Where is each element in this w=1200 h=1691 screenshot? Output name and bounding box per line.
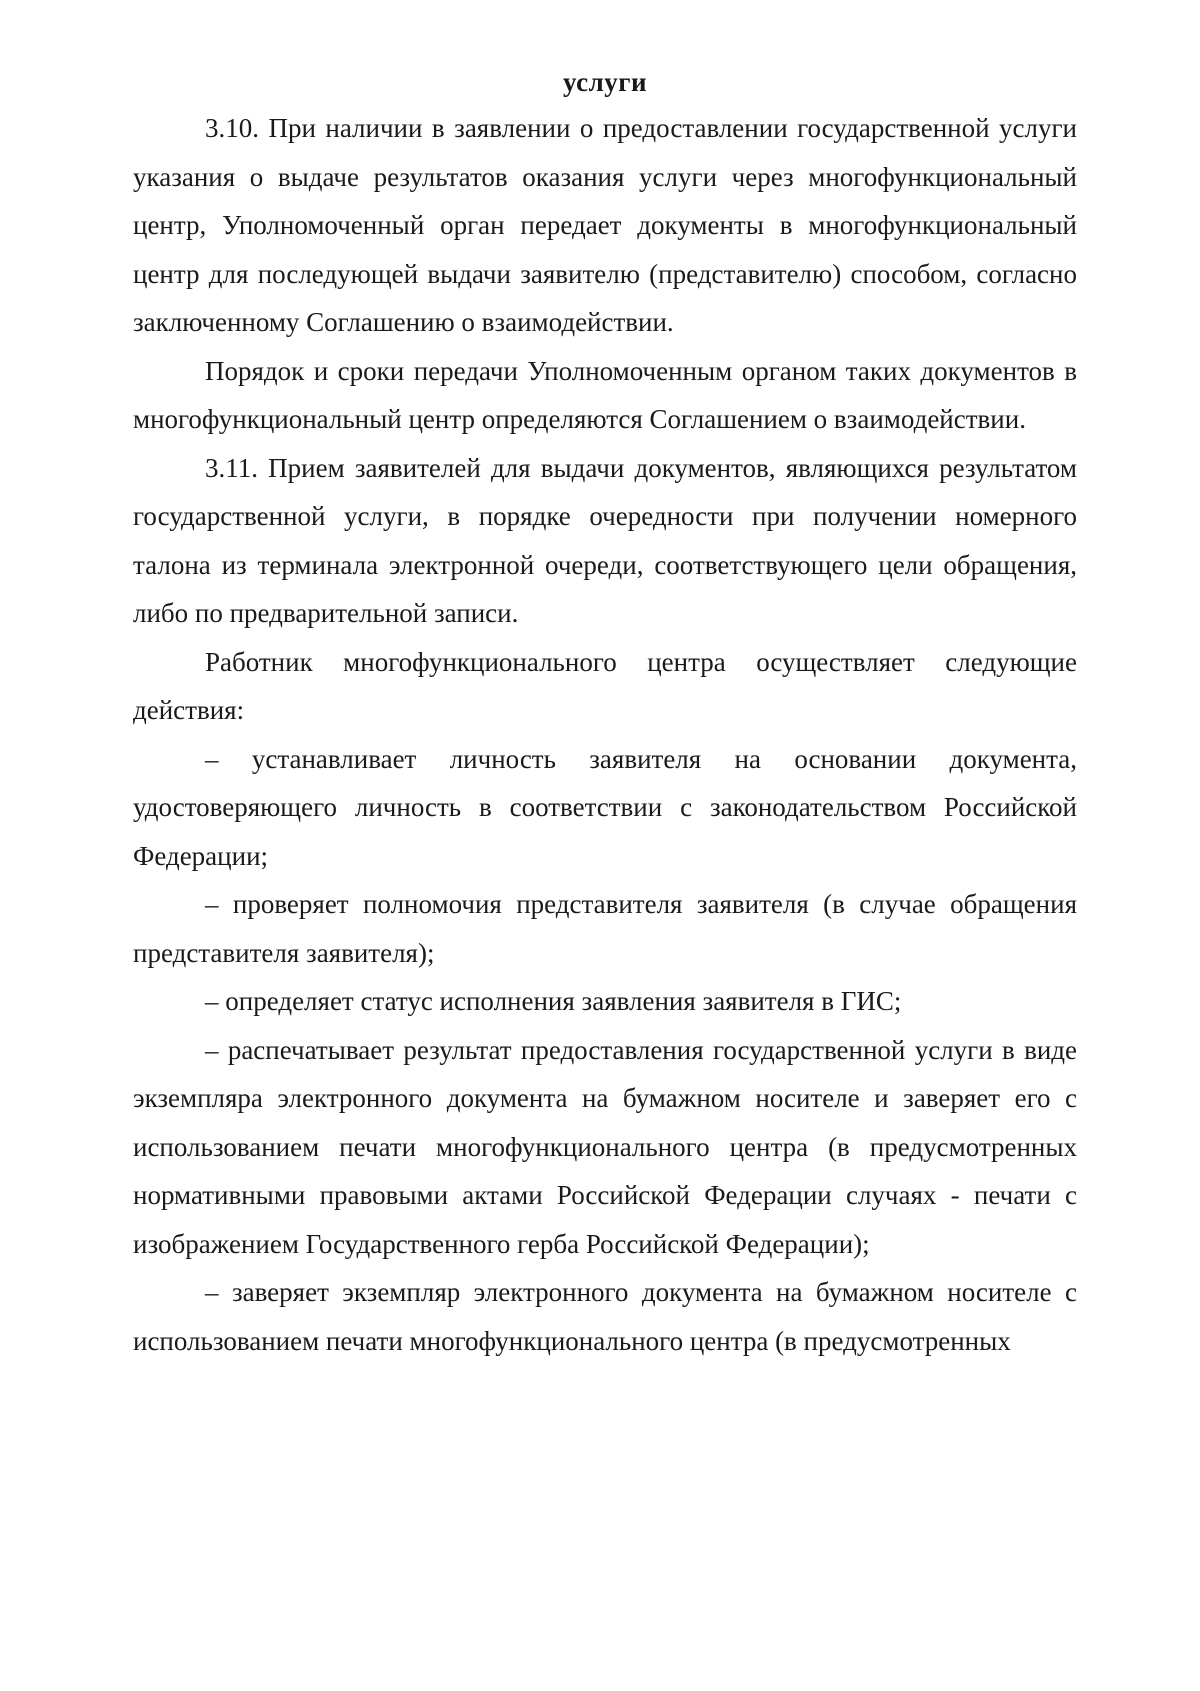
section-heading: услуги (562, 67, 648, 97)
paragraph-transfer-order: Порядок и сроки передачи Уполномоченным органом таких документов в многофункциональный центр определяются Соглашением о взаимодействии. (133, 355, 1077, 434)
bullet-identify-applicant: – устанавливает личность заявителя на основании документа, удостоверяющего личность в соответствии с законодательством Российской Федерации; (133, 743, 1077, 871)
bullet-certify-copy: – заверяет экземпляр электронного документа на бумажном носителе с использованием печати многофункционального центра (в предусмотренных (133, 1277, 1077, 1356)
paragraph-worker-actions: Работник многофункционального центра осуществляет следующие действия: (133, 646, 1077, 725)
bullet-determine-status: – определяет статус исполнения заявления заявителя в ГИС; (205, 986, 902, 1016)
bullet-check-authority: – проверяет полномочия представителя заявителя (в случае обращения представителя заявителя); (133, 889, 1077, 968)
paragraph-3-10: 3.10. При наличии в заявлении о предоставлении государственной услуги указания о выдаче результатов оказания услуги через многофункциональный центр, Уполномоченный орган передает документы в многофункциональный центр для последующей выдачи заявителю (представителю) способом, согласно заключенному Соглашению о взаимодействии. (133, 113, 1077, 337)
document-page (133, 60, 1077, 1365)
bullet-print-result: – распечатывает результат предоставления государственной услуги в виде экземпляра электронного документа на бумажном носителе и заверяет его с использованием печати многофункционального центра (в предусмотренных нормативными правовыми актами Российской Федерации случаях - печати с изображением Государственного герба Российской Федерации); (133, 1034, 1077, 1259)
paragraph-3-11: 3.11. Прием заявителей для выдачи документов, являющихся результатом государственной услуги, в порядке очередности при получении номерного талона из терминала электронной очереди, соответствующего цели обращения, либо по предварительной записи. (133, 452, 1077, 628)
